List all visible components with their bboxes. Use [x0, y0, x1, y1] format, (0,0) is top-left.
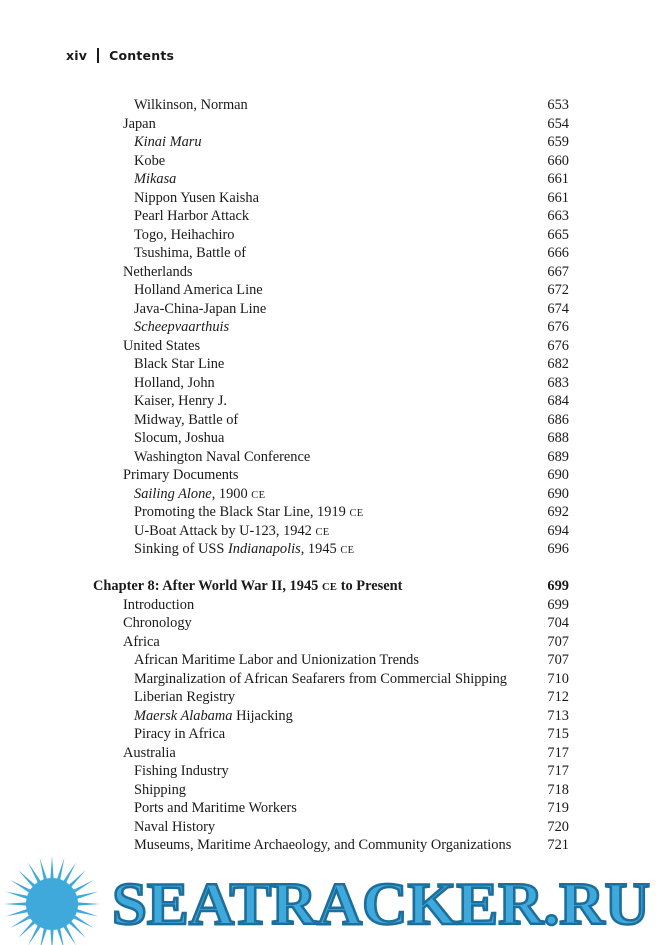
toc-entry-text: Tsushima, Battle of: [134, 245, 247, 261]
toc-entry-text: Nippon Yusen Kaisha: [134, 189, 259, 206]
toc-page-number: 663: [547, 208, 569, 224]
toc-page-number: 715: [547, 726, 569, 742]
toc-subsection-row: [0, 818, 662, 837]
toc-entry-text: Naval History: [134, 818, 216, 835]
toc-subsection-row: [0, 688, 662, 707]
toc-page-number: 660: [547, 152, 569, 169]
toc-subsection-row: [0, 133, 662, 152]
toc-subsection-row: [0, 725, 662, 744]
toc-entry-text: Japan: [123, 115, 156, 132]
toc-page-number: 661: [547, 189, 569, 206]
toc-page-number: 666: [547, 245, 569, 261]
sun-ray: [50, 928, 53, 945]
sun-ray: [40, 858, 48, 882]
toc-entry-title: [134, 152, 165, 171]
toc-page-number: 721: [547, 837, 569, 853]
toc-entry-title: [93, 577, 402, 598]
toc-page-number: 718: [547, 781, 569, 798]
toc-entry-text: CE: [340, 545, 355, 556]
page-number-label: xiv: [66, 48, 88, 63]
toc-entry-text: Chapter 8: After World War II, 1945: [93, 578, 322, 594]
toc-entry-text: Marginalization of African Seafarers from Commercial Shipping: [134, 670, 507, 687]
toc-page-number: 717: [547, 763, 569, 779]
toc-entry-text: Black Star Line: [134, 356, 225, 372]
toc-page-number: 661: [547, 171, 569, 187]
toc-entry-title: [134, 651, 419, 670]
toc-entry-text: Introduction: [123, 596, 195, 613]
toc-entry-title: [123, 596, 194, 615]
toc-entry-text: Piracy in Africa: [134, 726, 226, 742]
toc-entry-text: Washington Naval Conference: [134, 448, 311, 465]
toc-subsection-row: [0, 318, 662, 337]
toc-entry-text: Promoting the Black Star Line, 1919: [134, 504, 350, 520]
toc-entry-text: U-Boat Attack by U-123, 1942: [134, 522, 316, 539]
toc-page-number: 689: [547, 448, 569, 465]
toc-page-number: 707: [547, 633, 569, 650]
running-header: [66, 48, 174, 63]
toc-entry-text: Primary Documents: [123, 467, 239, 483]
toc-subsection-row: [0, 170, 662, 189]
toc-page-number: 690: [547, 467, 569, 483]
toc-entry-text: Maersk Alabama: [134, 707, 233, 724]
toc-entry-title: [134, 762, 229, 781]
sun-ray: [75, 909, 99, 917]
toc-page-number: 686: [547, 411, 569, 428]
toc-entry-text: Kaiser, Henry J.: [134, 393, 227, 409]
toc-page-number: 683: [547, 374, 569, 391]
sun-ray: [4, 902, 28, 905]
toc-entry-title: [134, 318, 229, 337]
toc-entry-title: [134, 429, 224, 448]
toc-section-row: [0, 115, 662, 134]
toc-entry-title: [123, 466, 239, 485]
toc-page-number: 665: [547, 226, 569, 243]
toc-entry-title: [123, 263, 193, 282]
toc-entry-title: [134, 670, 507, 689]
toc-entry-text: Midway, Battle of: [134, 411, 239, 428]
toc-subsection-row: [0, 522, 662, 541]
toc-entry-title: [134, 207, 249, 226]
toc-entry-title: [134, 281, 263, 300]
toc-page-number: 710: [547, 670, 569, 687]
toc-entry-text: CE: [315, 526, 330, 538]
sun-logo-icon: [4, 856, 100, 945]
toc-entry-title: [134, 133, 202, 152]
toc-entry-text: CE: [251, 489, 266, 501]
toc-entry-text: Slocum, Joshua: [134, 430, 225, 446]
toc-page-number: 659: [547, 134, 569, 150]
toc-page-number: 688: [547, 430, 569, 446]
toc-entry-title: [134, 392, 227, 411]
toc-entry-text: Holland, John: [134, 374, 215, 391]
toc-subsection-row: [0, 244, 662, 263]
toc-subsection-row: [0, 707, 662, 726]
toc-page-number: 713: [547, 707, 569, 724]
sun-ray: [75, 892, 99, 900]
toc-page-number: 704: [547, 615, 569, 631]
toc-section-row: [0, 633, 662, 652]
toc-subsection-row: [0, 281, 662, 300]
toc-entry-title: [123, 744, 176, 763]
toc-page-number: 694: [547, 522, 569, 539]
toc-subsection-row: [0, 392, 662, 411]
toc-entry-title: [123, 337, 200, 356]
toc-page-number: 654: [547, 115, 569, 132]
toc-subsection-row: [0, 189, 662, 208]
toc-entry-text: Mikasa: [134, 171, 177, 187]
watermark-text: SEATRACKER.RU: [112, 871, 650, 937]
toc-section-row: [0, 596, 662, 615]
sun-ray: [57, 927, 65, 945]
toc-entry-text: Kobe: [134, 152, 166, 169]
toc-entry-text: Museums, Maritime Archaeology, and Community Organizations: [134, 837, 512, 853]
toc-entry-text: Wilkinson, Norman: [134, 97, 248, 113]
toc-page-number: 692: [547, 504, 569, 520]
toc-entry-title: [123, 614, 192, 633]
toc-subsection-row: [0, 207, 662, 226]
toc-entry-title: [134, 818, 215, 837]
toc-entry-text: Fishing Industry: [134, 763, 229, 779]
watermark: [0, 852, 662, 945]
toc-entry-text: Sailing Alone: [134, 485, 212, 502]
toc-page-number: 676: [547, 319, 569, 335]
toc-entry-text: CE: [349, 508, 364, 519]
toc-entry-title: [134, 688, 235, 707]
toc-entry-title: [134, 448, 310, 467]
toc-entry-title: [134, 244, 246, 263]
toc-entry-text: Australia: [123, 744, 176, 761]
toc-entry-title: [134, 725, 225, 744]
toc-entry-text: Sinking of USS: [134, 541, 228, 557]
toc-subsection-row: [0, 651, 662, 670]
toc-section-row: [0, 337, 662, 356]
toc-subsection-row: [0, 226, 662, 245]
toc-subsection-row: [0, 96, 662, 115]
toc-entry-title: [134, 189, 259, 208]
toc-entry-title: [134, 522, 330, 543]
toc-entry-text: Holland America Line: [134, 282, 263, 298]
toc-page-number: 674: [547, 300, 569, 317]
toc-page-number: 667: [547, 263, 569, 280]
toc-entry-text: , 1900: [211, 485, 252, 502]
watermark-graphic: [0, 852, 662, 945]
toc-page-number: 696: [547, 541, 569, 557]
sun-ray: [57, 858, 65, 882]
toc-subsection-row: [0, 300, 662, 319]
toc-page-number: 690: [547, 485, 569, 502]
toc-subsection-row: [0, 448, 662, 467]
toc-entry-text: United States: [123, 337, 201, 354]
toc-entry-title: [123, 633, 160, 652]
toc-entry-text: to Present: [337, 578, 403, 594]
toc-entry-title: [134, 781, 186, 800]
toc-subsection-row: [0, 355, 662, 374]
toc-subsection-row: [0, 429, 662, 448]
toc-page-number: 653: [547, 97, 569, 113]
sun-ray: [50, 856, 53, 880]
toc-entry-title: [134, 96, 248, 115]
toc-entry-text: , 1945: [300, 541, 341, 557]
toc-entry-title: [134, 300, 266, 319]
toc-entry-text: Shipping: [134, 781, 186, 798]
toc-page-number: 684: [547, 393, 569, 409]
toc-chapter-row: [0, 577, 662, 596]
toc-entry-title: [134, 411, 238, 430]
toc-subsection-row: [0, 374, 662, 393]
table-of-contents: [0, 96, 662, 855]
sun-ray: [76, 902, 100, 905]
toc-page-number: 707: [547, 652, 569, 668]
section-title: Contents: [109, 48, 175, 63]
toc-entry-text: Kinai Maru: [134, 134, 202, 150]
toc-entry-title: [134, 503, 363, 524]
section-gap: [0, 559, 662, 578]
toc-entry-title: [134, 485, 265, 506]
toc-page-number: 720: [547, 818, 569, 835]
toc-entry-title: [134, 540, 354, 561]
toc-entry-text: Hijacking: [232, 707, 293, 724]
toc-entry-text: African Maritime Labor and Unionization Trends: [134, 652, 419, 668]
toc-subsection-row: [0, 152, 662, 171]
toc-entry-text: Indianapolis: [227, 541, 301, 557]
sun-ray: [40, 927, 48, 945]
sun-ray: [6, 892, 30, 900]
toc-subsection-row: [0, 781, 662, 800]
sun-disc: [26, 878, 78, 930]
toc-entry-text: Africa: [123, 633, 160, 650]
toc-entry-text: Togo, Heihachiro: [134, 226, 235, 243]
toc-page-number: 682: [547, 356, 569, 372]
sun-ray: [6, 909, 30, 917]
toc-subsection-row: [0, 540, 662, 559]
toc-entry-title: [134, 799, 297, 818]
toc-entry-title: [134, 170, 176, 189]
toc-entry-title: [134, 374, 215, 393]
toc-entry-title: [134, 355, 224, 374]
toc-entry-text: Pearl Harbor Attack: [134, 208, 250, 224]
toc-entry-text: Scheepvaarthuis: [134, 319, 230, 335]
toc-page-number: 717: [547, 744, 569, 761]
toc-entry-text: CE: [321, 582, 338, 593]
toc-entry-title: [134, 226, 235, 245]
toc-page-number: 676: [547, 337, 569, 354]
toc-page-number: 672: [547, 282, 569, 298]
toc-subsection-row: [0, 411, 662, 430]
toc-entry-text: Netherlands: [123, 263, 193, 280]
toc-section-row: [0, 614, 662, 633]
toc-section-row: [0, 466, 662, 485]
toc-section-row: [0, 744, 662, 763]
toc-page-number: 699: [547, 578, 569, 594]
header-separator: [97, 48, 99, 63]
toc-subsection-row: [0, 670, 662, 689]
toc-entry-text: Liberian Registry: [134, 689, 236, 705]
toc-subsection-row: [0, 799, 662, 818]
toc-subsection-row: [0, 485, 662, 504]
toc-entry-title: [134, 707, 293, 726]
toc-page-number: 719: [547, 800, 569, 816]
toc-subsection-row: [0, 762, 662, 781]
toc-page-number: 699: [547, 596, 569, 613]
toc-entry-text: Chronology: [123, 615, 192, 631]
toc-subsection-row: [0, 503, 662, 522]
toc-entry-title: [123, 115, 156, 134]
toc-entry-text: Java-China-Japan Line: [134, 300, 267, 317]
toc-entry-text: Ports and Maritime Workers: [134, 800, 297, 816]
toc-page-number: 712: [547, 689, 569, 705]
toc-section-row: [0, 263, 662, 282]
